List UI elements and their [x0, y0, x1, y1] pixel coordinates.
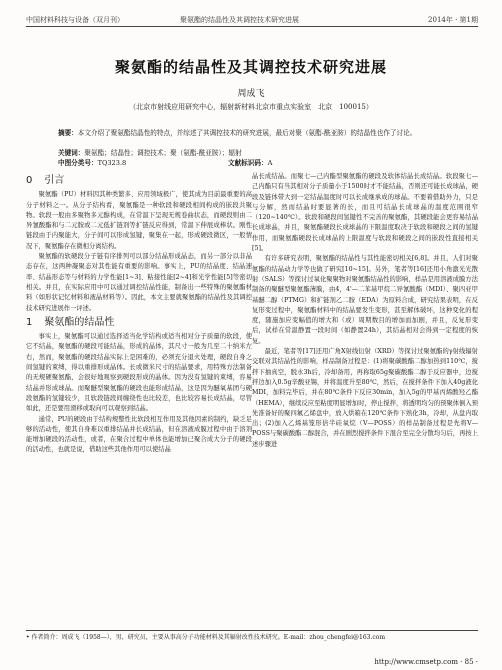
- paragraph: 晶长成结晶。而聚七—己内酯型聚氨酯的硬段及软体结晶长成结晶。软段聚七—己内酯只有当其相对分子质量小于1500时才不能结晶，否则还可能长成球晶，硬段及链体带大到一定结晶温度时可以长成继承成的球晶。不要着借助外力，只是与分解，然而结晶时要显著的长，而且可结晶长成球晶的温度范围很窄（120~140℃）。软段和硬段间氢键性不完善的聚氨酯，其硬段能会更容易结晶长成球晶，并且，聚氨酯硬段长成球晶的下限温度取决于软段和硬段之间的氢键作用，而聚氨酯硬段长成球晶的上限温度与软段和硬段之间的嵌段性直接相关[5]。: [252, 173, 478, 253]
- section-number: 1: [26, 316, 33, 328]
- running-header: [26, 14, 478, 27]
- section-title: 引言: [44, 175, 65, 186]
- section-number: 0: [26, 175, 33, 186]
- article-title: 聚氨酯的结晶性及其调控技术研究进展: [114, 58, 387, 76]
- class-label: 中图分类号：: [58, 159, 98, 167]
- doc-label: 文献标识码：: [228, 159, 268, 167]
- author-affiliation: （北京市射线应用研究中心，辐射新材料北京市重点实验室 北京 100015）: [129, 103, 373, 111]
- section-heading-1: [26, 318, 252, 328]
- left-column: [26, 172, 252, 456]
- paragraph: 聚氨酯的软硬段分子链有序排列可以部分结晶形成晶态，而另一部分以非晶态存在，这两种凝聚态对其性能有重要的影响。事实上，PU的结晶度、结晶速率、结晶形态等与材料的力学性能[1~3]、粘接性能[2~4]和光学性能[5]等密切相关。并且，在实际应用中可以通过调控结晶性能，制备出一些特殊的聚氨酯材料（如形状记忆材料和液晶材料等）。因此，本文主要就聚氨酯的结晶性及其调控技术研究进展作一评述。: [26, 253, 252, 312]
- paragraph: 有许多研究表明，聚氨酯的结晶性与其性能密切相关[6,8]。并且，人们对聚氨酯的结晶动力学等也做了研究[10~15]。另外，笔者等[16]还用小角激光光散射（SALS）等探讨过氧化聚聚物对聚氨酯结晶性的影响，样品是用溶液成膜方法制备的聚醚型聚氨酯薄膜，由4，4'—二苯基甲烷二异氰酸酯（MDI）、聚四亚甲基醚二醇（PTMG）和扩链剂乙二胺（EDA）为原料合成，研究结果表明，在反复形变过程中，聚氨酯材料中的结晶要发生变形，甚至解体破坏，这种变化的程度，随施加应变幅值的增大和（或）周期数目的增加而加剧，并且，反复形变后，试样在常温静置一段时间（如静置24h），其结晶相对会得到一定程度的恢复。: [252, 255, 478, 345]
- paragraph: 最近，笔者等[17]还用广角X射线衍射（XRD）等探讨过聚氨酯的γ射线辐射交联对其结晶性的影响，样品制备过程是：(1)将聚碳酸酯二醇加热到110℃，搅拌下抽真空，脱水3h后，冷却备用，再称取65g聚碳酸酯二醇于反应器中，边搅拌边加入0.5g辛酸亚锡，并将温度升至80℃，然后，在搅拌条件下加入40g液化MDI，加料完毕后，并在80℃条件下反应30min，加入5g的甲基丙烯酸羟乙酯（HEMA），继续反应至粘度明显增加时，停止搅拌，将透明均匀的预聚体倒入预先准备好的聚四氟乙烯盘中，放入烘箱在120℃条件下熟化3h，冷却，从盘内取出；(2)加入乙烯基笼形倍半硅氧烷（V—POSS）的样品制备过程是先将V—POSS与聚碳酸酯二醇混合，并在剧烈搅拌条件下混合至完全分散均匀后，再按上述步骤进: [252, 348, 478, 448]
- section-title: 聚氨酯的结晶性: [44, 316, 115, 328]
- abstract-label: 摘要：: [58, 129, 78, 137]
- right-column: [252, 172, 478, 450]
- paragraph: 通常，PU的硬段由于结构规整性比软段相互作用及其他因素的制约，缺乏足够的活动性，使其自身难以重排结晶并长成结晶，但在溶液成膜过程中由于溶剂能增加硬段的活动性，或者，在聚合过程中单体也能增加已聚合成大分子的硬段的活动性，也就是说，借助这些其他作用可以使结晶: [26, 415, 252, 454]
- issue-number: 2014年 · 第1期: [428, 16, 478, 24]
- keywords-label: 关键词：: [58, 149, 85, 157]
- doc-value: A: [267, 159, 273, 167]
- author-name: 周成飞: [237, 89, 265, 99]
- paragraph: 聚氨酯（PU）材料因其种类繁多、应用领域极广，使其成为目前最重要的高分子材料之一。从分子结构看，聚氨酯是一种软段和硬段相间构成的嵌段共聚物。软段一般由多聚物多元醇构成，在常温下呈现无规卷曲状态，而硬段则由二异氰酸酯和与二元胺或二元低扩链剂等扩链反应得到，常温下伸展成棒状。刚性链段由于内聚能大，分子间可以形成氢键，聚集在一起，形成硬段微区，一般情况下，聚氨酯存在微相分离结构。: [26, 191, 252, 250]
- running-title: 聚氨酯的结晶性及其调控技术研究进展: [180, 16, 299, 24]
- document-code: [228, 158, 272, 168]
- keywords-text: 聚氨酯；结晶性；调控技术；聚（氨酯-酰亚胺）；辐射: [84, 149, 242, 157]
- author-footnote: • 作者简介：周成飞（1958—），男，研究员，主要从事高分子功能材料及其辐射改性技术研究。E-mail：zhou_chengfei@163.com: [26, 630, 478, 642]
- section-heading-intro: [26, 176, 252, 186]
- class-value: TQ323.8: [97, 159, 127, 167]
- abstract: [58, 128, 444, 138]
- keywords: [58, 148, 444, 158]
- abstract-text: 本文介绍了聚氨酯结晶性的特点，并综述了其调控技术的研究进展，最后对聚（氨酯-酰亚胺）的结晶性也作了讨论。: [77, 129, 417, 137]
- classification-line: [58, 158, 444, 168]
- page-footer: http://www.cmsetp.com · 85 ·: [374, 658, 478, 666]
- paragraph: 事实上，聚氨酯可以通过选择适当化学结构或适当相对分子质量的软段，使它不结晶，聚氨酯的硬段可能结晶，形成的晶体，其尺寸一般为几至二十纳米左右，然而，聚氨酯的硬段结晶实际上是困难的，必须充分退火处理，硬段自身之间氢键的束缚，得以重排形成晶体。长或微米尺寸的结晶要求，用特殊方法制备的无规硬聚氨酯，会很好地观察到硬段形成的晶体。因为没有氢键的束缚，容易结晶并形成球晶。而聚醚型聚氨酯的硬段也能形成结晶，这是因为醚氧基团与硬段氨酯的氢键较少，且软段链段间缠绕性也比较差，也比较容易长成结晶，尽管如此，还是要用滑移或取向可以观察到结晶。: [26, 333, 252, 413]
- journal-name: 中国材料科技与设备（双月刊）: [26, 16, 124, 24]
